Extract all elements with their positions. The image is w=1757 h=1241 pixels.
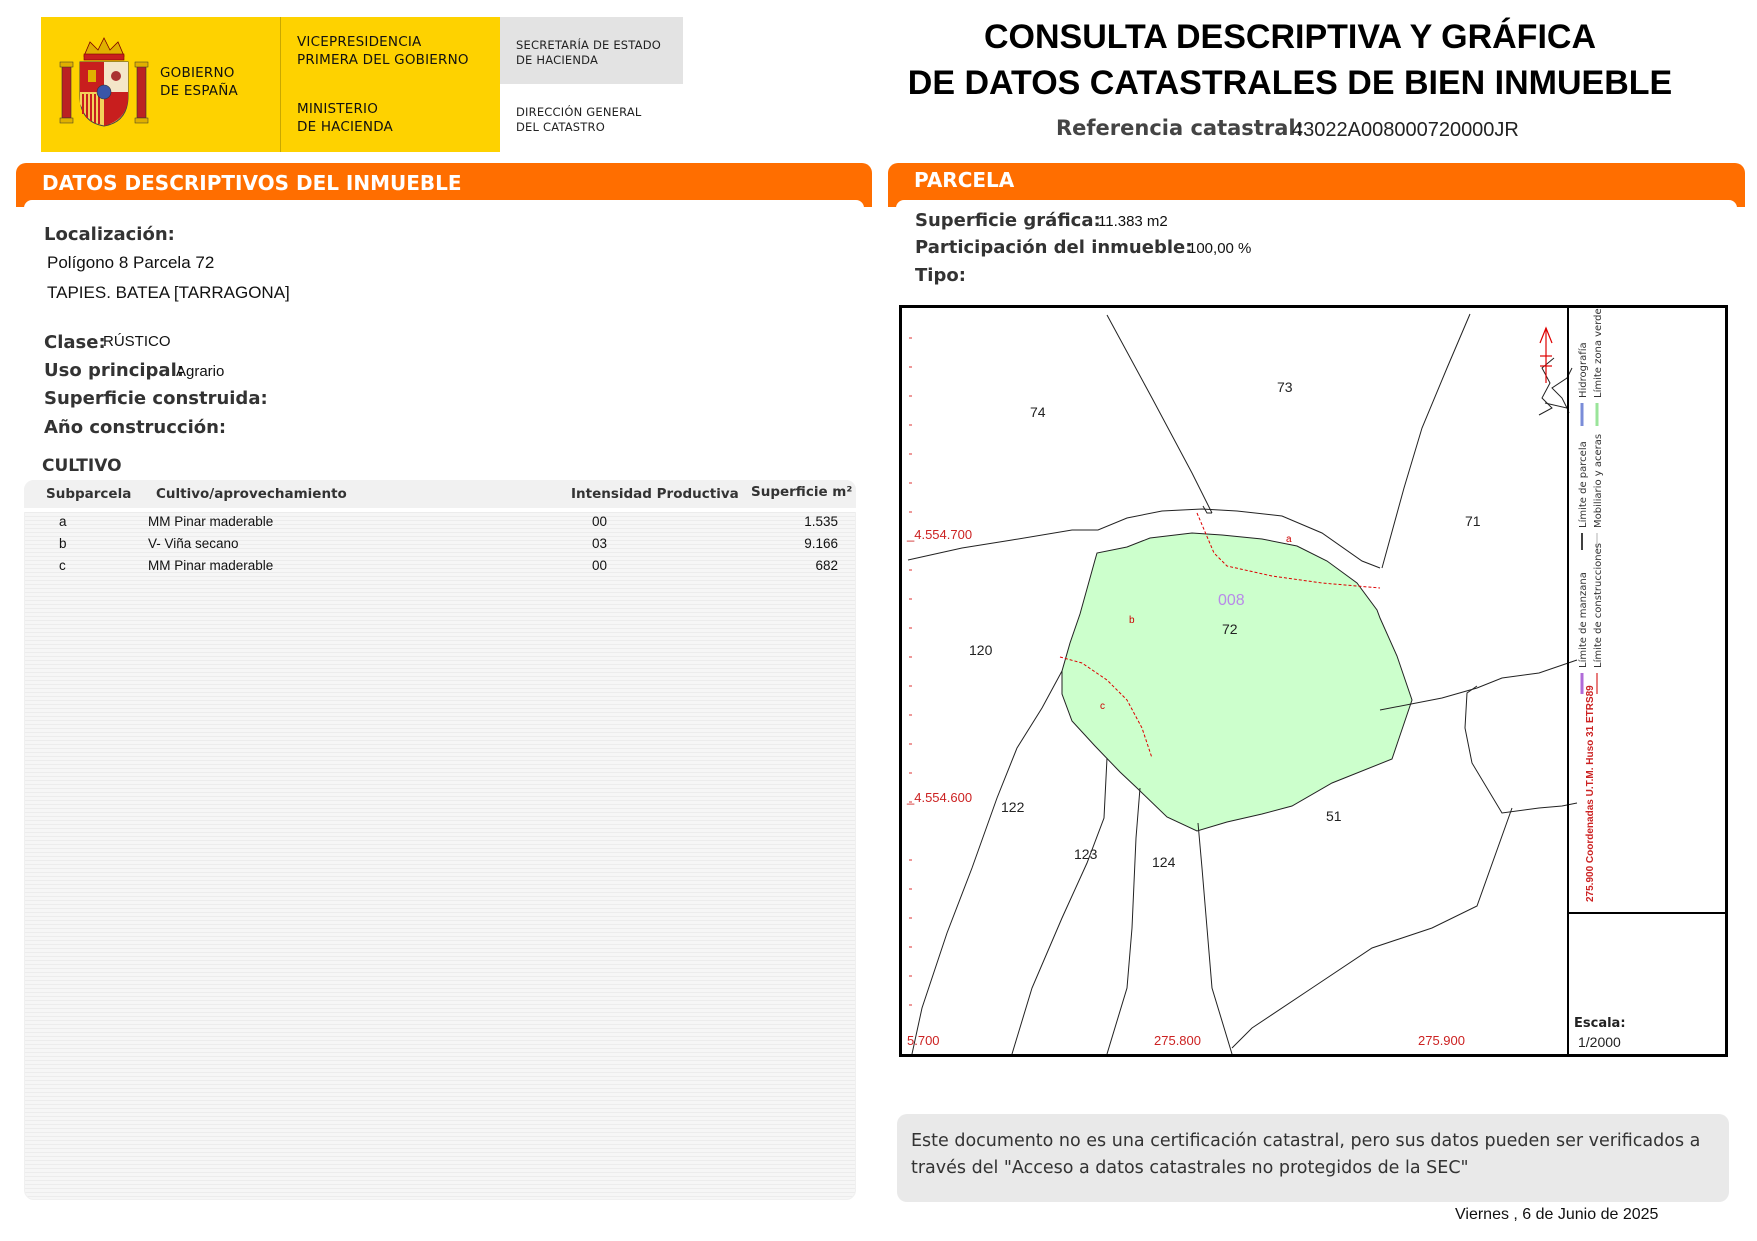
row-b-superficie: 9.166 [804,536,838,551]
document-date: Viernes , 6 de Junio de 2025 [1455,1206,1659,1223]
col-cultivo: Cultivo/aprovechamiento [156,486,347,502]
parcel-number-120: 120 [969,642,993,658]
cadastral-map [899,305,1728,1057]
participacion-value: 100,00 % [1188,240,1252,257]
row-c-superficie: 682 [815,558,838,573]
uso-value: Agrario [176,363,225,380]
direccion-line1: DIRECCIÓN GENERAL [516,105,642,119]
clase-label: Clase: [44,332,106,353]
uso-label: Uso principal: [44,360,184,381]
legend-limite-manzana: Límite de manzana [1578,572,1589,668]
parcel-number-74: 74 [1030,404,1046,420]
secretaria-line2: DE HACIENDA [516,53,599,67]
referencia-label: Referencia catastral: [1056,116,1304,140]
parcel-number-123: 123 [1074,846,1098,862]
coord-y-4554600: _4.554.600 [907,790,973,805]
coord-y-4554700: _4.554.700 [907,527,973,542]
col-intensidad: Intensidad Productiva [571,486,739,502]
map-canvas [902,308,1725,1054]
gobierno-line1: GOBIERNO [160,65,235,81]
page-title-line1: CONSULTA DESCRIPTIVA Y GRÁFICA [983,18,1597,56]
row-b-intensidad: 03 [592,536,608,551]
vicepresidencia-line1: VICEPRESIDENCIA [297,34,422,50]
localizacion-line1: Polígono 8 Parcela 72 [47,253,215,272]
verification-notice: Este documento no es una certificación catastral, pero sus datos pueden ser verificados a través del "Acceso a datos catastrales no protegidos de la SEC" [897,1114,1729,1202]
superficie-grafica-label: Superficie gráfica: [915,210,1101,231]
parcel-number-51: 51 [1326,808,1342,824]
row-b-subparcela: b [59,536,67,551]
parcel-number-73: 73 [1277,379,1293,395]
scale-label: Escala: [1574,1016,1626,1031]
parcel-number-72: 72 [1222,621,1238,637]
parcel-72-shape [1062,533,1412,831]
parcela-header: PARCELA [888,163,1745,199]
coord-x-275700: 5.700 [907,1033,940,1048]
clase-value: RÚSTICO [103,333,171,350]
col-superficie: Superficie m² [751,484,853,500]
row-a-superficie: 1.535 [804,514,838,529]
parcel-number-71: 71 [1465,513,1481,529]
subparcel-letter-a: a [1286,534,1292,545]
superficie-grafica-value: 11.383 m2 [1098,213,1168,230]
legend-mobiliario: Mobiliario y aceras [1593,433,1604,528]
descriptivos-header-cap [16,199,872,207]
row-c-intensidad: 00 [592,558,608,573]
parcela-header-cap [888,199,1745,207]
coord-x-275900: 275.900 [1418,1033,1465,1048]
localizacion-line2: TAPIES. BATEA [TARRAGONA] [47,283,290,302]
legend-limite-parcela: Límite de parcela [1578,441,1589,528]
legend-zona-verde: Límite zona verde [1593,308,1604,398]
scale-value: 1/2000 [1578,1034,1621,1050]
row-c-subparcela: c [59,558,66,573]
row-b-cultivo: V- Viña secano [148,536,239,551]
north-arrow-icon [1540,328,1552,383]
map-ticks [909,338,912,1005]
row-a-intensidad: 00 [592,514,608,529]
descriptivos-header: DATOS DESCRIPTIVOS DEL INMUEBLE [16,163,872,199]
ministerio-line1: MINISTERIO [297,101,379,117]
page-title-line2: DE DATOS CATASTRALES DE BIEN INMUEBLE [907,64,1673,102]
logo-divider [280,17,281,152]
legend-coordenadas: 275.900 Coordenadas U.T.M. Huso 31 ETRS89 [1585,685,1596,902]
legend-hidrografia: Hidrografía [1578,342,1589,398]
coat-of-arms-icon [58,34,150,130]
localizacion-label: Localización: [44,224,175,245]
referencia-value: 43022A008000720000JR [1292,119,1519,141]
subparcel-letter-b: b [1129,615,1135,626]
cultivo-table [24,480,856,1200]
parcel-number-122: 122 [1001,799,1025,815]
col-subparcela: Subparcela [46,486,132,502]
superficie-construida-label: Superficie construida: [44,388,268,409]
row-a-subparcela: a [59,514,67,529]
subparcel-letter-c: c [1100,701,1105,712]
secretaria-line1: SECRETARÍA DE ESTADO [516,38,662,52]
polygon-label: 008 [1218,592,1245,609]
row-a-cultivo: MM Pinar maderable [148,514,274,529]
gobierno-line2: DE ESPAÑA [160,83,238,99]
direccion-line2: DEL CATASTRO [516,120,605,134]
parcel-number-124: 124 [1152,854,1176,870]
tipo-label: Tipo: [915,265,966,286]
participacion-label: Participación del inmueble: [915,237,1193,258]
row-c-cultivo: MM Pinar maderable [148,558,274,573]
anio-construccion-label: Año construcción: [44,417,227,438]
ministerio-line2: DE HACIENDA [297,119,393,135]
table-header-rule [24,508,856,512]
cultivo-heading: CULTIVO [42,456,122,476]
legend-limite-construcciones: Límite de construcciones [1593,543,1604,668]
coord-x-275800: 275.800 [1154,1033,1201,1048]
vicepresidencia-line2: PRIMERA DEL GOBIERNO [297,52,469,68]
